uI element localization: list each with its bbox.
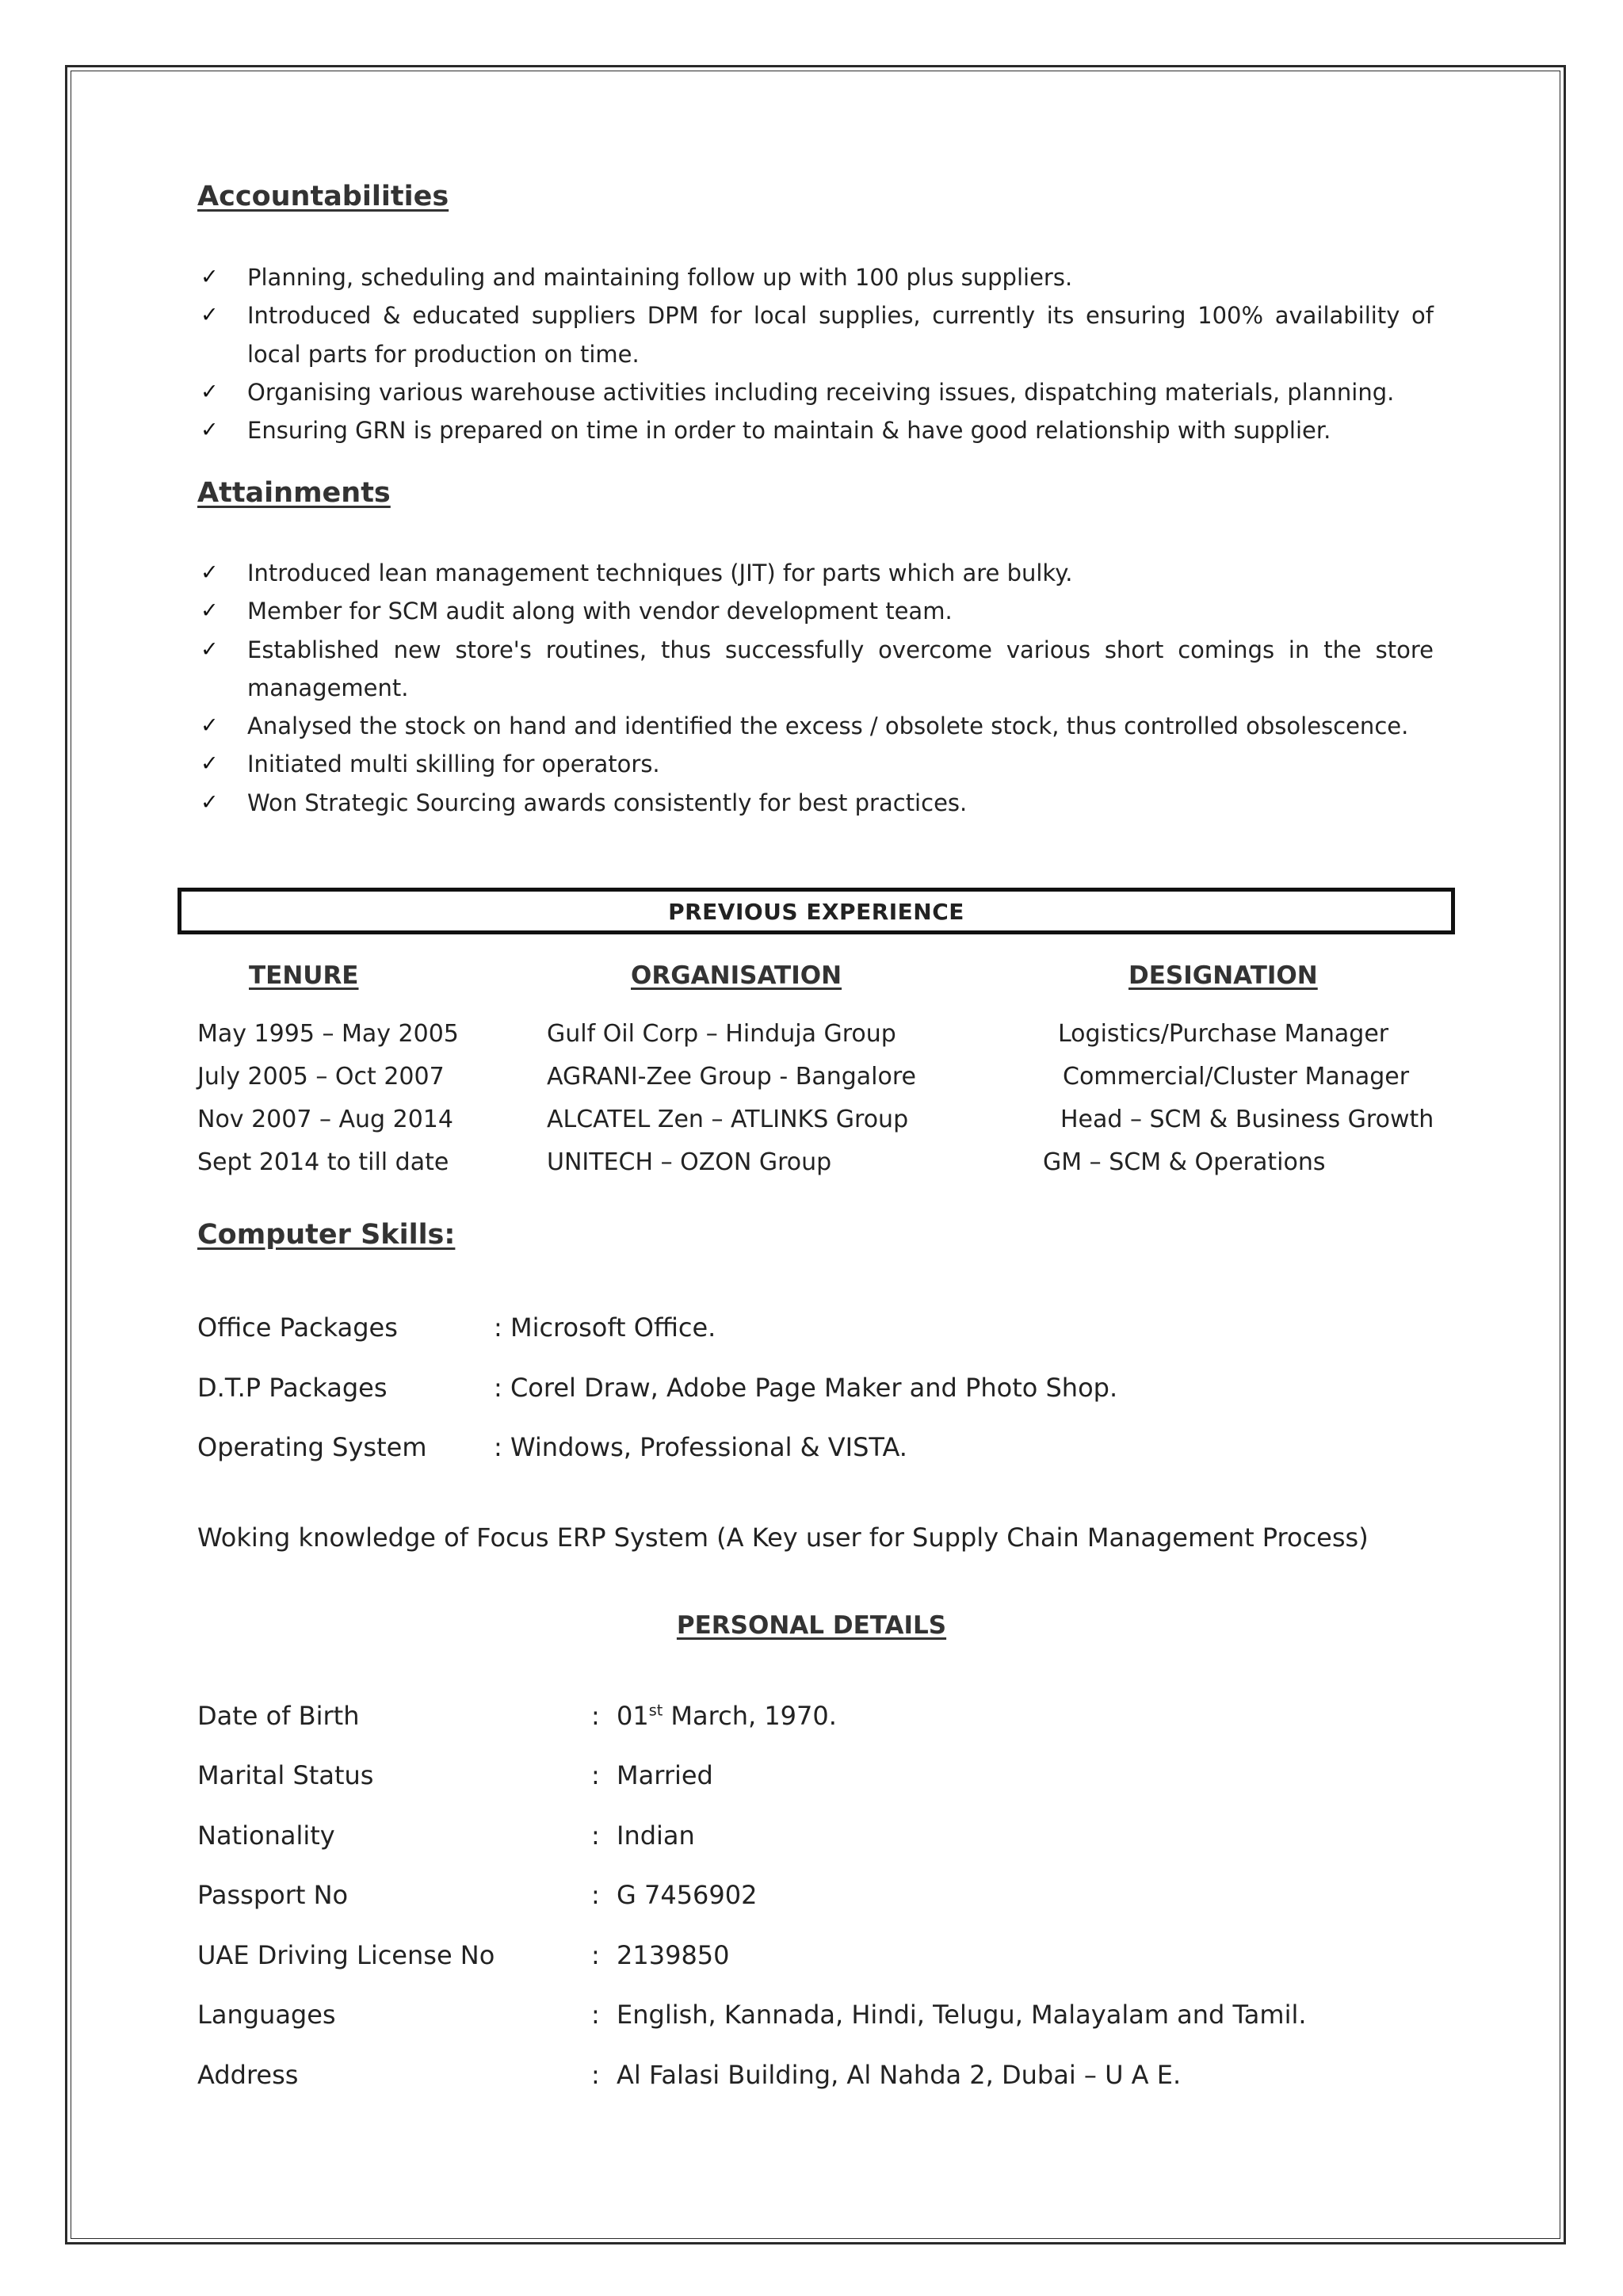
check-icon: ✓ xyxy=(200,418,219,443)
detail-colon: : xyxy=(591,2000,600,2030)
list-item: ✓ Established new store's routines, thus successfully overcome various short comings in the store management. xyxy=(197,631,1434,708)
list-item: ✓ Introduced lean management techniques (JIT) for parts which are bulky. xyxy=(197,554,1434,592)
detail-colon: : xyxy=(591,2060,600,2090)
designation-cell: GM – SCM & Operations xyxy=(1043,1148,1326,1176)
check-icon: ✓ xyxy=(200,265,219,289)
list-item: ✓ Organising various warehouse activities including receiving issues, dispatching materials, planning. xyxy=(197,373,1434,411)
detail-label: UAE Driving License No xyxy=(197,1940,495,1970)
tenure-column-header: TENURE xyxy=(249,961,359,990)
designation-cell: Commercial/Cluster Manager xyxy=(1063,1063,1410,1091)
skill-label: Office Packages xyxy=(197,1312,398,1343)
detail-value: G 7456902 xyxy=(617,1880,758,1910)
detail-value: Al Falasi Building, Al Nahda 2, Dubai – U A E. xyxy=(617,2060,1182,2090)
detail-label: Address xyxy=(197,2060,299,2090)
detail-colon: : xyxy=(591,1880,600,1910)
organisation-cell: Gulf Oil Corp – Hinduja Group xyxy=(547,1020,896,1048)
detail-colon: : xyxy=(591,1820,600,1851)
skill-value: : Microsoft Office. xyxy=(494,1312,716,1343)
detail-value: 01st March, 1970. xyxy=(617,1701,837,1731)
previous-experience-banner: PREVIOUS EXPERIENCE xyxy=(178,888,1455,934)
detail-value: 2139850 xyxy=(617,1940,730,1970)
detail-label: Passport No xyxy=(197,1880,349,1910)
check-icon: ✓ xyxy=(200,379,219,404)
designation-cell: Head – SCM & Business Growth xyxy=(1060,1106,1434,1133)
check-icon: ✓ xyxy=(200,560,219,585)
skill-value: : Windows, Professional & VISTA. xyxy=(494,1432,907,1462)
designation-cell: Logistics/Purchase Manager xyxy=(1058,1020,1389,1048)
organisation-cell: UNITECH – OZON Group xyxy=(547,1148,832,1176)
detail-label: Nationality xyxy=(197,1820,335,1851)
organisation-cell: AGRANI-Zee Group - Bangalore xyxy=(547,1063,916,1091)
skill-label: Operating System xyxy=(197,1432,427,1462)
detail-label: Date of Birth xyxy=(197,1701,360,1731)
detail-colon: : xyxy=(591,1940,600,1970)
attainments-heading: Attainments xyxy=(197,477,391,509)
attainments-list xyxy=(197,554,1434,822)
erp-knowledge-note: Woking knowledge of Focus ERP System (A Key user for Supply Chain Management Process) xyxy=(197,1522,1369,1553)
organisation-column-header: ORGANISATION xyxy=(631,961,842,990)
tenure-cell: May 1995 – May 2005 xyxy=(197,1020,459,1048)
detail-value: English, Kannada, Hindi, Telugu, Malayalam and Tamil. xyxy=(617,2000,1307,2030)
list-item: ✓ Initiated multi skilling for operators. xyxy=(197,745,1434,783)
skill-value: : Corel Draw, Adobe Page Maker and Photo Shop. xyxy=(494,1373,1118,1403)
detail-colon: : xyxy=(591,1760,600,1790)
computer-skills-heading: Computer Skills: xyxy=(197,1219,456,1251)
check-icon: ✓ xyxy=(200,598,219,624)
list-item: ✓ Won Strategic Sourcing awards consistently for best practices. xyxy=(197,784,1434,822)
check-icon: ✓ xyxy=(200,789,219,815)
detail-value: Indian xyxy=(617,1820,695,1851)
designation-column-header: DESIGNATION xyxy=(1128,961,1318,990)
detail-colon: : xyxy=(591,1701,600,1731)
detail-label: Marital Status xyxy=(197,1760,374,1790)
list-item: ✓ Analysed the stock on hand and identified the excess / obsolete stock, thus controlled obsolescence. xyxy=(197,707,1434,745)
list-item: ✓ Member for SCM audit along with vendor development team. xyxy=(197,592,1434,630)
check-icon: ✓ xyxy=(200,751,219,777)
tenure-cell: Nov 2007 – Aug 2014 xyxy=(197,1106,453,1133)
accountabilities-list xyxy=(197,258,1434,449)
detail-label: Languages xyxy=(197,2000,336,2030)
check-icon: ✓ xyxy=(200,303,219,328)
list-item: ✓ Planning, scheduling and maintaining follow up with 100 plus suppliers. xyxy=(197,258,1434,296)
personal-details-heading: PERSONAL DETAILS xyxy=(676,1611,947,1640)
accountabilities-heading: Accountabilities xyxy=(197,181,449,212)
check-icon: ✓ xyxy=(200,636,219,662)
list-item: ✓ Introduced & educated suppliers DPM for local supplies, currently its ensuring 100% availability of local parts for production on time. xyxy=(197,296,1434,373)
tenure-cell: July 2005 – Oct 2007 xyxy=(197,1063,445,1091)
tenure-cell: Sept 2014 to till date xyxy=(197,1148,449,1176)
organisation-cell: ALCATEL Zen – ATLINKS Group xyxy=(547,1106,909,1133)
check-icon: ✓ xyxy=(200,713,219,739)
list-item: ✓ Ensuring GRN is prepared on time in order to maintain & have good relationship with supplier. xyxy=(197,411,1434,449)
detail-value: Married xyxy=(617,1760,713,1790)
skill-label: D.T.P Packages xyxy=(197,1373,388,1403)
